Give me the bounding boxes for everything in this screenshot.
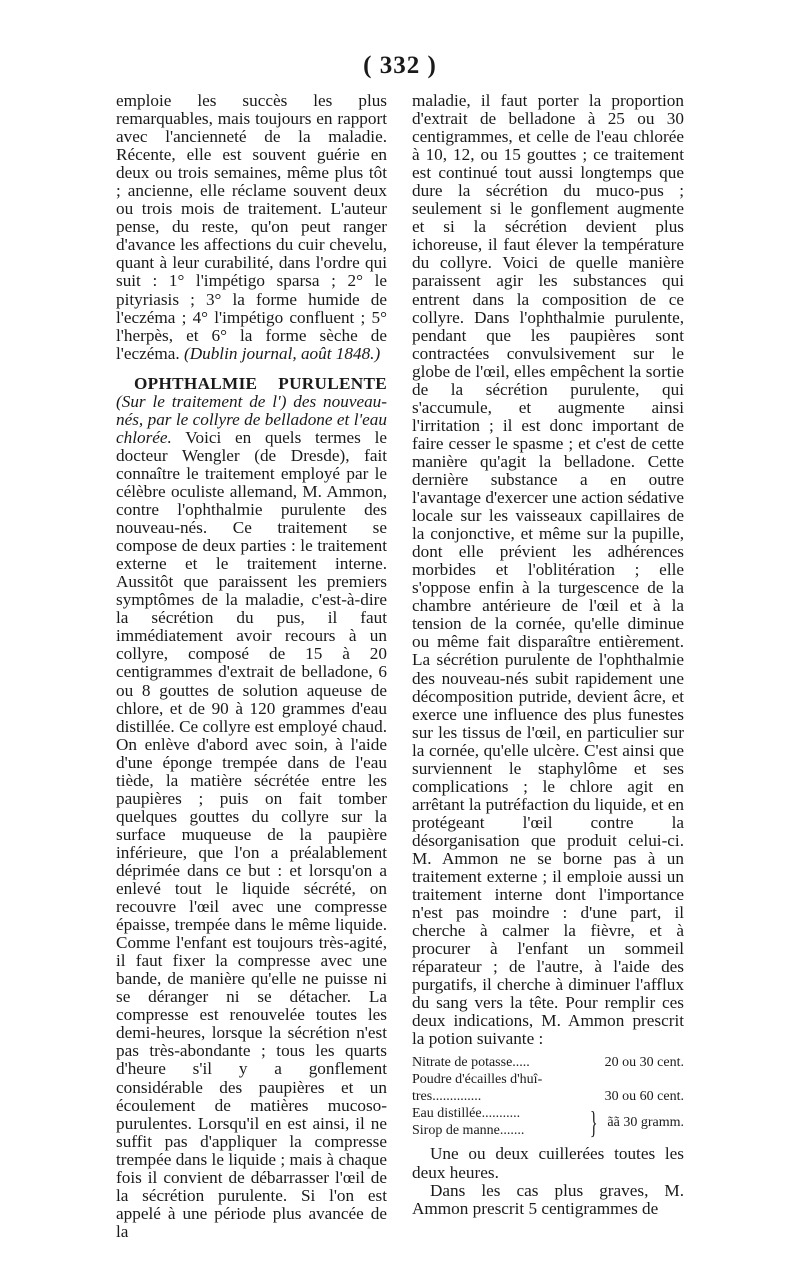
recipe-group-names <box>412 1105 584 1139</box>
right-column <box>412 92 684 1218</box>
recipe-dose: 30 ou 60 cent. <box>604 1089 684 1105</box>
left-paragraph-1 <box>116 92 387 363</box>
left-column <box>116 92 387 1241</box>
recipe-dose: 20 ou 30 cent. <box>604 1055 684 1071</box>
article-intro <box>116 375 387 1241</box>
right-paragraph-2: Une ou deux cuillerées toutes les deux heures. <box>412 1144 684 1182</box>
source-citation: (Dublin journal, août 1848.) <box>183 343 381 363</box>
left-paragraph-2: Voici en quels termes le docteur Wengler (de Dresde), fait connaître le traitement employé par le célèbre oculiste allemand, M. Ammon, contre l'ophthalmie purulente des nouveau-nés. Ce traitement se compose de deux parties : le traitement externe et le traitement interne. Aussitôt que paraissent les premiers symptômes de la maladie, c'est-à-dire la sécrétion du pus, il faut immédiatement avoir recours à un collyre, composé de 15 à 20 centigrammes d'extrait de belladone, 6 ou 8 gouttes de solution aqueuse de chlore, et de 90 à 120 grammes d'eau distillée. Ce collyre est employé chaud. On enlève d'abord avec soin, à l'aide d'une éponge trempée dans de l'eau tiède, la matière sécrétée entre les paupières ; puis on fait tomber quelques gouttes du collyre sur la surface muqueuse de la paupière inférieure, que l'on a préalablement déprimée dans ce but : et lorsqu'on a enlevé tout le liquide sécrété, on recouvre l'œil avec une compresse épaisse, trempée dans le même liquide. Comme l'enfant est toujours très-agité, il faut fixer la compresse avec une bande, de manière qu'elle ne puisse ni se déranger ni se détacher. La compresse est renouvelée toutes les demi-heures, lorsque la sécrétion n'est pas très-abondante ; tous les quarts d'heure s'il y a gonflement considérable des paupières et un écoulement de matières mucoso-purulentes. Lorsqu'il en est ainsi, il ne suffit pas d'appliquer la compresse trempée dans le liquide ; mais à chaque fois il convient de débarrasser l'œil de la sécrétion purulente. Si l'on est appelé à une période plus avancée de la <box>116 427 387 1241</box>
recipe-group <box>412 1105 684 1139</box>
prescription-recipe <box>412 1054 684 1139</box>
brace-symbol: } <box>589 1104 598 1141</box>
article-heading: OPHTHALMIE PURULENTE <box>134 373 387 393</box>
recipe-ingredient: Sirop de manne....... <box>412 1123 525 1139</box>
recipe-row <box>412 1071 684 1088</box>
recipe-dose: ãã 30 gramm. <box>607 1114 684 1130</box>
recipe-row <box>412 1054 684 1071</box>
right-paragraph-3: Dans les cas plus graves, M. Ammon prescrit 5 centigrammes de <box>412 1180 684 1218</box>
recipe-ingredient: Eau distillée........... <box>412 1106 521 1122</box>
recipe-row <box>412 1088 684 1105</box>
right-paragraph-1: maladie, il faut porter la proportion d'extrait de belladone à 25 ou 30 centigrammes, et celle de l'eau chlorée à 10, 12, ou 15 gouttes ; ce traitement est continué tout aussi longtemps que dure la sécrétion du muco-pus ; seulement si le gonflement augmente et si la sécrétion devient plus ichoreuse, il faut élever la température du collyre. Voici de quelle manière paraissent agir les substances qui entrent dans la composition de ce collyre. Dans l'ophthalmie purulente, pendant que les paupières sont contractées convulsivement sur le globe de l'œil, elles empêchent la sortie de la sécrétion purulente, qui s'accumule, et augmente ainsi l'irritation ; il est donc important de faire cesser le spasme ; et c'est de cette manière qu'agit la belladone. Cette dernière substance a en outre l'avantage d'exercer une action sédative locale sur les vaisseaux capillaires de la conjonctive, et même sur la pupille, dont elle prévient les adhérences morbides et l'oblitération ; elle s'oppose enfin à la turgescence de la chambre antérieure de l'œil et à la tension de la cornée, qu'elle diminue ou même fait disparaître entièrement. La sécrétion purulente de l'ophthalmie des nouveau-nés subit rapidement une décomposition putride, devient âcre, et exerce une influence des plus funestes sur les tissus de l'œil, en particulier sur la cornée, qu'elle ulcère. C'est ainsi que surviennent le staphylôme et ses complications ; le chlore agit en arrêtant la putréfaction du liquide, et en protégeant l'œil contre la désorganisation que produit celui-ci. M. Ammon ne se borne pas à un traitement externe ; il emploie aussi un traitement interne dont l'importance n'est pas moindre : d'une part, il cherche à calmer la fièvre, et à procurer à l'enfant un sommeil réparateur ; de l'autre, à l'aide des purgatifs, il cherche à diminuer l'afflux du sang vers la tête. Pour remplir ces deux indications, M. Ammon prescrit la potion suivante : <box>412 91 684 1049</box>
recipe-ingredient: tres.............. <box>412 1089 482 1105</box>
left-paragraph-1-text: emploie les succès les plus remarquables, mais toujours en rapport avec l'ancienneté de la maladie. Récente, elle est souvent guérie en deux ou trois semaines, même plus tôt ; ancienne, elle réclame souvent deux ou trois mois de traitement. L'auteur pense, du reste, qu'on peut ranger d'avance les affections du cuir chevelu, quant à leur curabilité, dans l'ordre qui suit : 1° l'impétigo sparsa ; 2° le pityriasis ; 3° la forme humide de l'eczéma ; 4° l'impétigo confluent ; 5° l'herpès, et 6° la forme sèche de l'eczéma. <box>116 91 387 363</box>
recipe-ingredient: Nitrate de potasse..... <box>412 1055 530 1071</box>
article-subheading: (Sur le traitement de l') des nouveau-nés, par le collyre de belladone et l'eau chlorée. <box>116 391 387 447</box>
recipe-ingredient: Poudre d'écailles d'huî- <box>412 1072 543 1088</box>
page-number: ( 332 ) <box>363 52 437 79</box>
